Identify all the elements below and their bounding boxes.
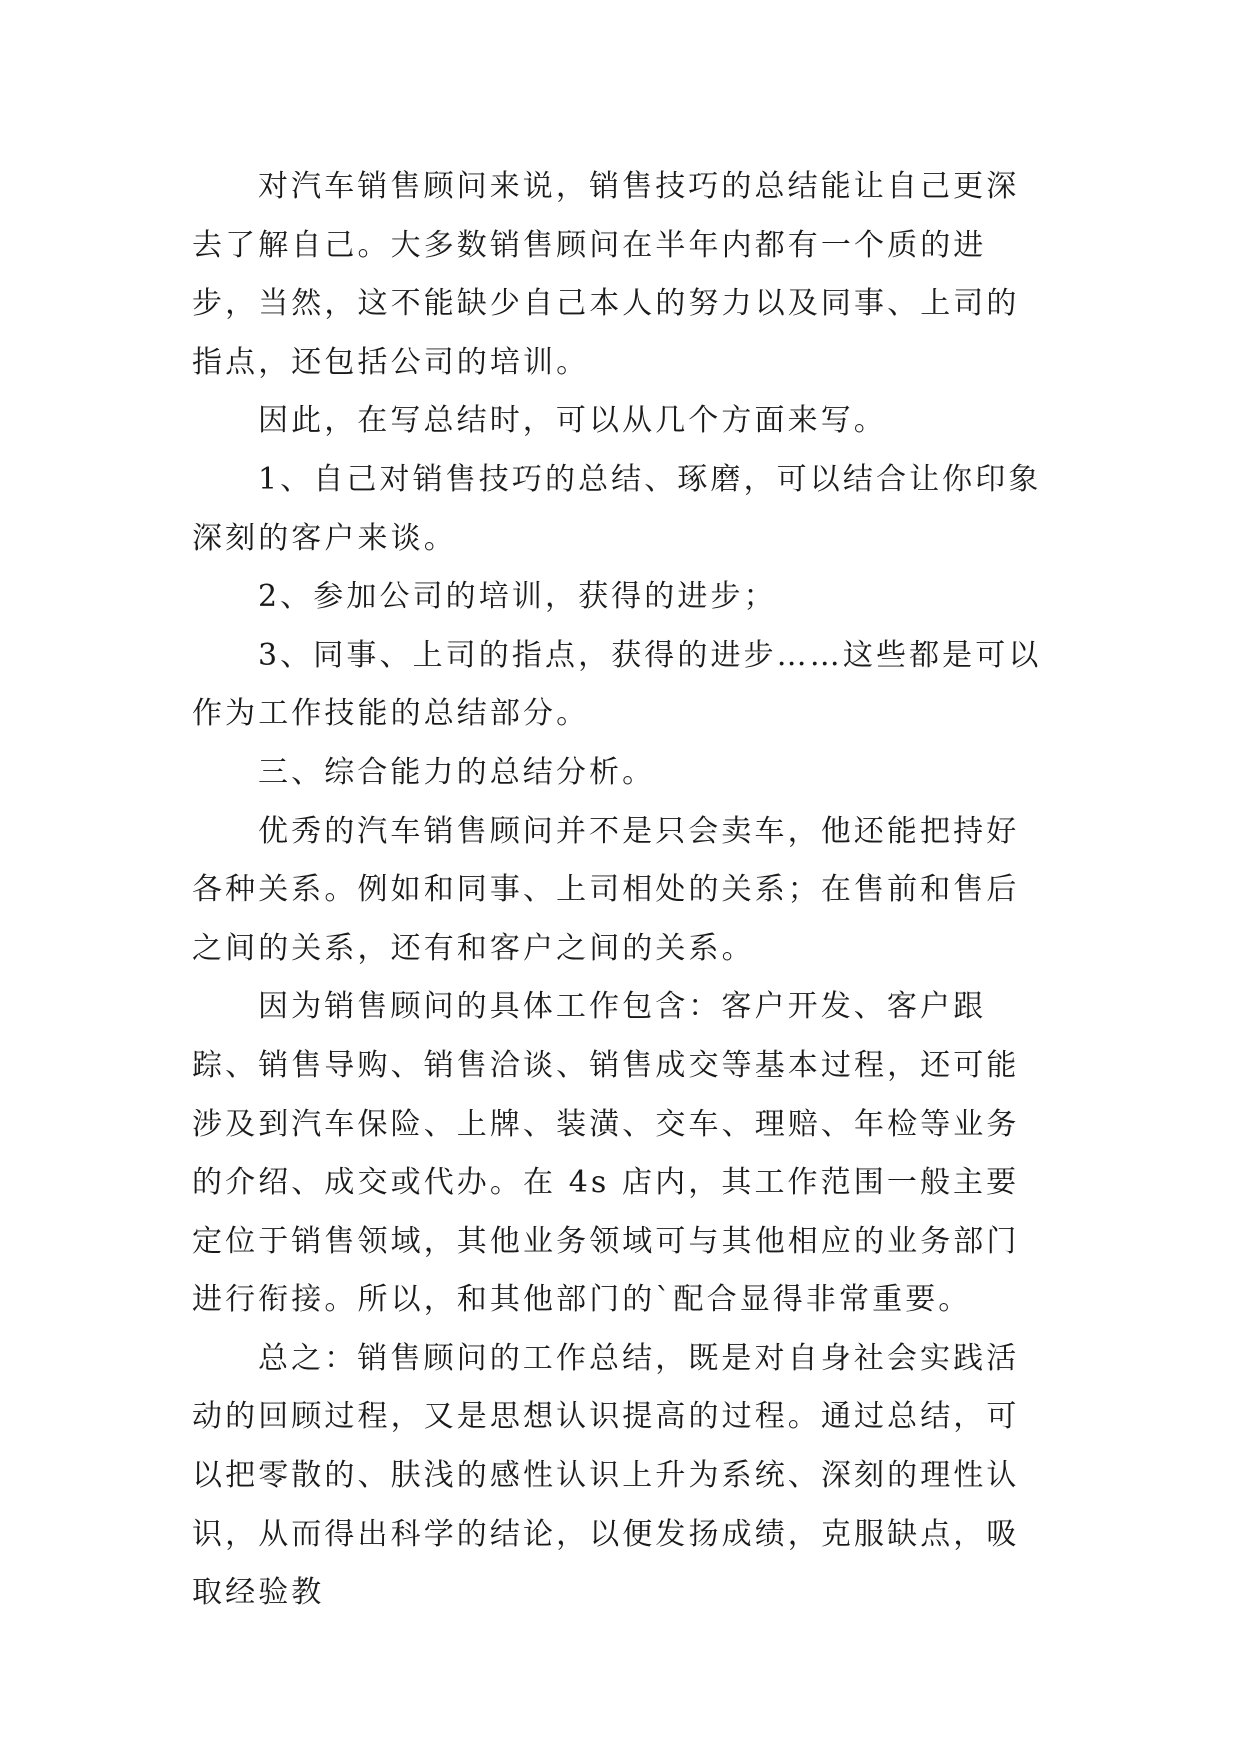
paragraph-approach: 因此，在写总结时，可以从几个方面来写。 bbox=[258, 403, 887, 439]
paragraph-item-2: 2、参加公司的培训，获得的进步； bbox=[258, 579, 777, 615]
document-body bbox=[192, 158, 1052, 1623]
paragraph-item-1: 1、自己对销售技巧的总结、琢磨，可以结合让你印象深刻的客户来谈。 bbox=[192, 461, 1042, 556]
paragraph-item-3: 3、同事、上司的指点，获得的进步……这些都是可以作为工作技能的总结部分。 bbox=[192, 637, 1042, 732]
section-heading-3: 三、综合能力的总结分析。 bbox=[258, 754, 656, 790]
paragraph-job-scope: 因为销售顾问的具体工作包含：客户开发、客户跟踪、销售导购、销售洽谈、销售成交等基本过程，还可能涉及到汽车保险、上牌、装潢、交车、理赔、年检等业务的介绍、成交或代办。在 4s 店内，其工作范围一般主要定位于销售领域，其他业务领域可与其他相应的业务部门进行衔接。所以，和其他部门的`配合显得非常重要。 bbox=[192, 989, 1020, 1318]
paragraph-conclusion: 总之：销售顾问的工作总结，既是对自身社会实践活动的回顾过程，又是思想认识提高的过程。通过总结，可以把零散的、肤浅的感性认识上升为系统、深刻的理性认识，从而得出科学的结论，以便发扬成绩，克服缺点，吸取经验教 bbox=[192, 1340, 1020, 1611]
paragraph-relationships: 优秀的汽车销售顾问并不是只会卖车，他还能把持好各种关系。例如和同事、上司相处的关系；在售前和售后之间的关系，还有和客户之间的关系。 bbox=[192, 813, 1020, 966]
paragraph-intro: 对汽车销售顾问来说，销售技巧的总结能让自己更深去了解自己。大多数销售顾问在半年内都有一个质的进步，当然，这不能缺少自己本人的努力以及同事、上司的指点，还包括公司的培训。 bbox=[192, 169, 1020, 380]
